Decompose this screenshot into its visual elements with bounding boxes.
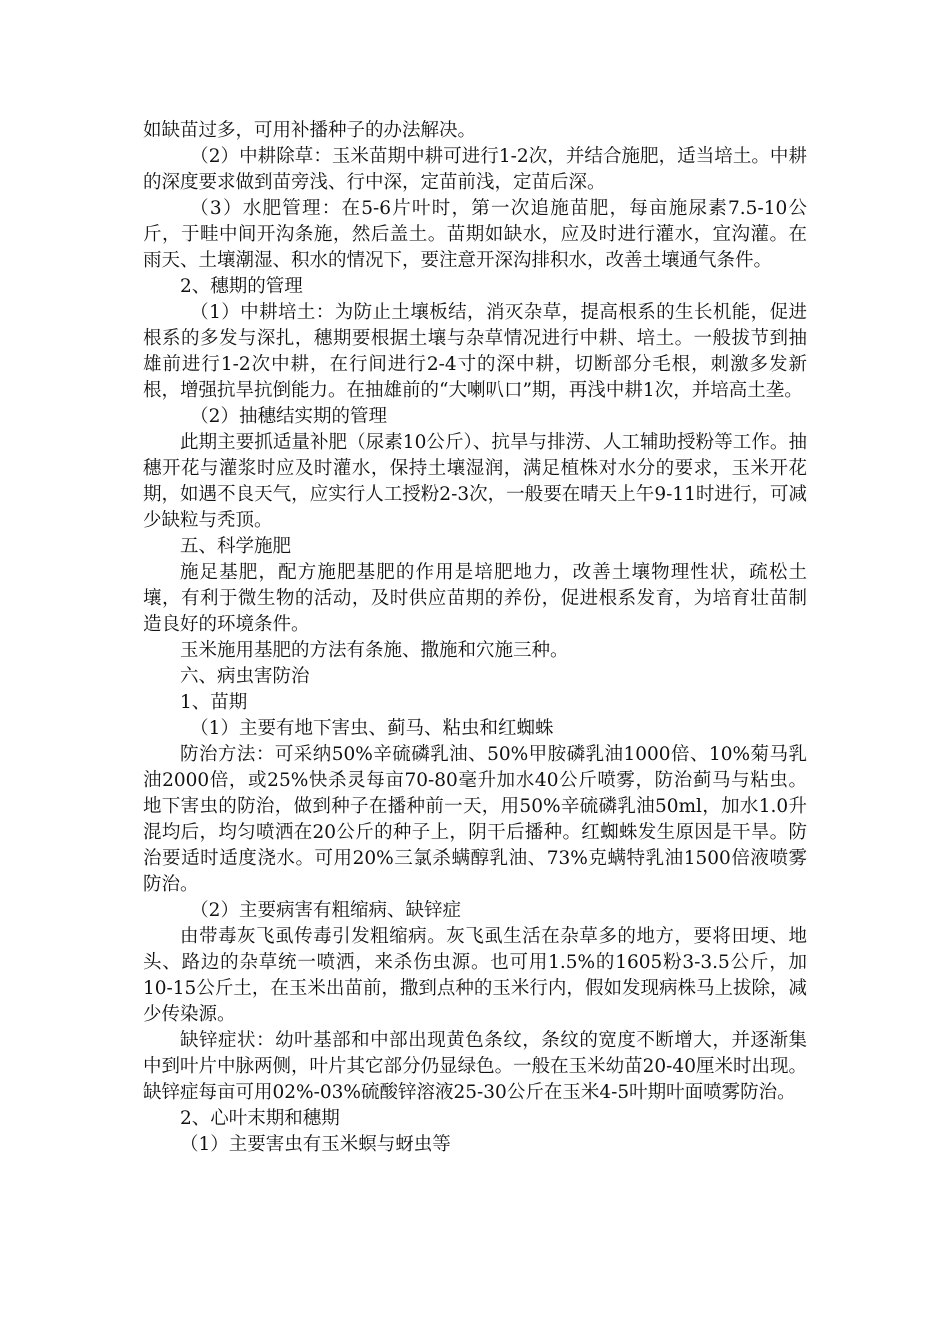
paragraph: 防治方法：可采纳50%辛硫磷乳油、50%甲胺磷乳油1000倍、10%菊马乳油2000倍，或25%快杀灵每亩70-80毫升加水40公斤喷雾，防治蓟马与粘虫。地下害虫的防治，做到种子在播种前一天，用50%辛硫磷乳油50ml，加水1.0升混均后，均匀喷洒在20公斤的种子上，阴干后播种。红蜘蛛发生原因是干旱。防治要适时适度浇水。可用20%三氯杀螨醇乳油、73%克螨特乳油1500倍液喷雾防治。 (143, 744, 807, 895)
section-heading: 六、病虫害防治 (180, 666, 310, 687)
subsection-heading: （1）主要害虫有玉米螟与蚜虫等 (180, 1134, 451, 1155)
paragraph: （3）水肥管理：在5-6片叶时，第一次追施苗肥，每亩施尿素7.5-10公斤，于畦中间开沟条施，然后盖土。苗期如缺水，应及时进行灌水，宜沟灌。在雨天、土壤潮湿、积水的情况下，要注意开深沟排积水，改善土壤通气条件。 (143, 198, 807, 271)
paragraph: （2）中耕除草：玉米苗期中耕可进行1-2次，并结合施肥，适当培土。中耕的深度要求做到苗旁浅、行中深，定苗前浅，定苗后深。 (143, 146, 807, 193)
section-heading: 2、穗期的管理 (180, 276, 303, 297)
paragraph: 缺锌症状：幼叶基部和中部出现黄色条纹，条纹的宽度不断增大，并逐渐集中到叶片中脉两侧，叶片其它部分仍显绿色。一般在玉米幼苗20-40厘米时出现。缺锌症每亩可用02%-03%硫酸锌溶液25-30公斤在玉米4-5叶期叶面喷雾防治。 (143, 1030, 807, 1103)
paragraph: 如缺苗过多，可用补播种子的办法解决。 (143, 120, 477, 141)
document-body (143, 118, 807, 1158)
paragraph: 玉米施用基肥的方法有条施、撒施和穴施三种。 (180, 640, 569, 661)
paragraph: 施足基肥，配方施肥基肥的作用是培肥地力，改善土壤物理性状，疏松土壤，有利于微生物的活动，及时供应苗期的养份，促进根系发育，为培育壮苗制造良好的环境条件。 (143, 562, 807, 635)
subsection-heading: （2）主要病害有粗缩病、缺锌症 (190, 900, 461, 921)
section-heading: 1、苗期 (180, 692, 248, 713)
subsection-heading: （1）主要有地下害虫、蓟马、粘虫和红蜘蛛 (190, 718, 554, 739)
section-heading: 2、心叶末期和穗期 (180, 1108, 340, 1129)
section-heading: 五、科学施肥 (180, 536, 292, 557)
subsection-heading: （2）抽穗结实期的管理 (190, 406, 387, 427)
paragraph: （1）中耕培土：为防止土壤板结，消灭杂草，提高根系的生长机能，促进根系的多发与深扎，穗期要根据土壤与杂草情况进行中耕、培土。一般拔节到抽雄前进行1-2次中耕，在行间进行2-4寸的深中耕，切断部分毛根，刺激多发新根，增强抗旱抗倒能力。在抽雄前的“大喇叭口”期，再浅中耕1次，并培高土垄。 (143, 302, 807, 401)
paragraph: 此期主要抓适量补肥（尿素10公斤）、抗旱与排涝、人工辅助授粉等工作。抽穗开花与灌浆时应及时灌水，保持土壤湿润，满足植株对水分的要求，玉米开花期，如遇不良天气，应实行人工授粉2-3次，一般要在晴天上午9-11时进行，可减少缺粒与秃顶。 (143, 432, 807, 531)
paragraph: 由带毒灰飞虱传毒引发粗缩病。灰飞虱生活在杂草多的地方，要将田埂、地头、路边的杂草统一喷洒，来杀伤虫源。也可用1.5%的1605粉3-3.5公斤，加10-15公斤土，在玉米出苗前，撒到点种的玉米行内，假如发现病株马上拔除，减少传染源。 (143, 926, 807, 1025)
